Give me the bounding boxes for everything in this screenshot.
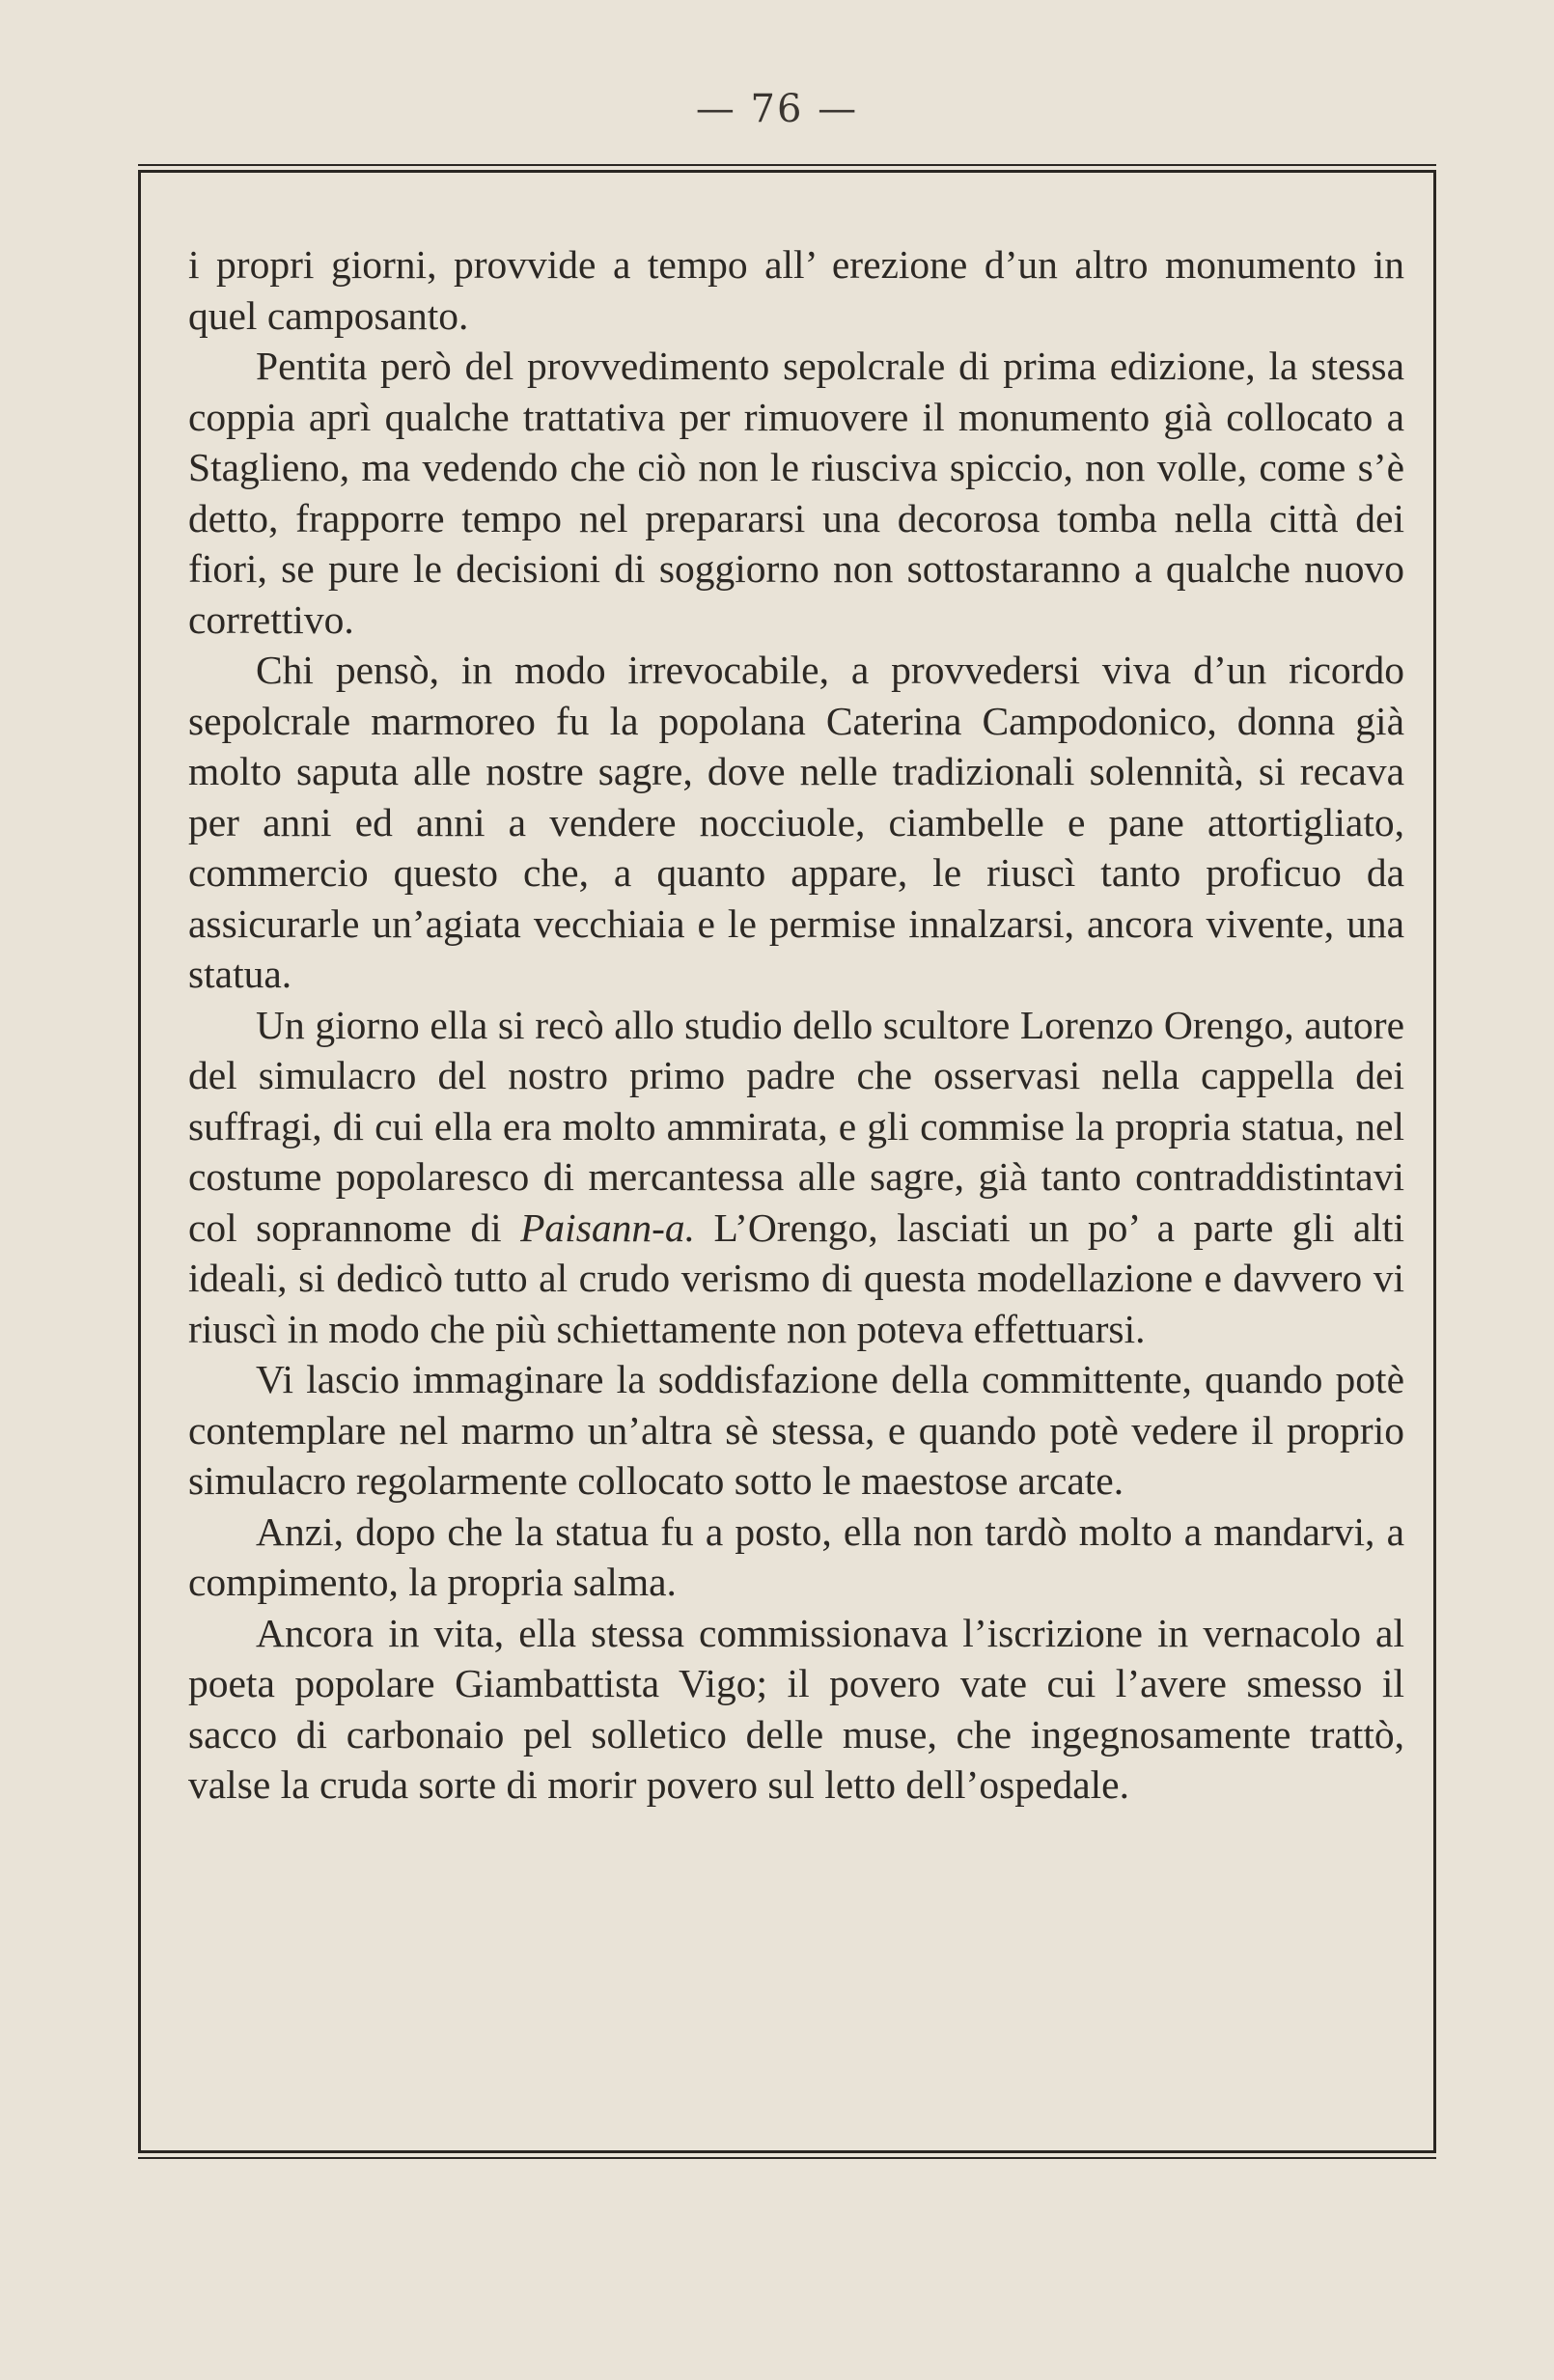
body-text — [188, 239, 1404, 1811]
nickname-italic: Paisann-a. — [520, 1204, 696, 1250]
frame-bottom-rule — [138, 2157, 1436, 2159]
paragraph-4-text-a: Un giorno ella si recò allo studio dello scultore Lorenzo Orengo, autore del simulacro del nostro primo padre che osservasi nella cappella dei suffragi, di cui ella era molto ammirata, e gli commise la propria statua, nel costume popolaresco di mercantessa alle sagre, già tanto contraddistintavi col soprannome di — [188, 1002, 1404, 1250]
frame-top-rule — [138, 164, 1436, 166]
paragraph-6: Anzi, dopo che la statua fu a posto, ella non tardò molto a mandarvi, a compimento, la propria salma. — [188, 1508, 1404, 1604]
paragraph-4 — [188, 1000, 1404, 1355]
paragraph-2: Pentita però del provvedimento sepolcrale di prima edizione, la stessa coppia aprì qualche trattativa per rimuovere il monumento già collocato a Staglieno, ma vedendo che ciò non le riusciva spiccio, non volle, come s’è detto, frapporre tempo nel prepararsi una decorosa tomba nella città dei fiori, se pure le decisioni di soggiorno non sottostaranno a qualche nuovo correttivo. — [188, 344, 1404, 642]
paragraph-1: i propri giorni, provvide a tempo all’ erezione d’un altro monumento in quel camposanto. — [188, 242, 1404, 338]
paragraph-3: Chi pensò, in modo irrevocabile, a provvedersi viva d’un ricordo sepolcrale marmoreo fu la popolana Caterina Campodonico, donna già molto saputa alle nostre sagre, dove nelle tradizionali solennità, si recava per anni ed anni a vendere nocciuole, ciambelle e pane attortigliato, commercio questo che, a quanto appare, le riuscì tanto proficuo da assicurarle un’agiata vecchiaia e le permise innalzarsi, ancora vivente, una statua. — [188, 648, 1404, 996]
paragraph-5: Vi lascio immaginare la soddisfazione della committente, quando potè contemplare nel marmo un’altra sè stessa, e quando potè vedere il proprio simulacro regolarmente collocato sotto le maestose arcate. — [188, 1357, 1404, 1503]
page-number: — 76 — — [695, 87, 859, 131]
paragraph-4-text-b: L’Orengo, lasciati un po’ a parte gli alti ideali, si dedicò tutto al crudo verismo di questa modellazione e davvero vi riuscì in modo che più schiettamente non poteva effettuarsi. — [188, 1204, 1404, 1351]
paragraph-7: Ancora in vita, ella stessa commissionava l’iscrizione in vernacolo al poeta popolare Giambattista Vigo; il povero vate cui l’avere smesso il sacco di carbonaio pel solletico delle muse, che ingegnosamente trattò, valse la cruda sorte di morir povero sul letto dell’ospedale. — [188, 1610, 1404, 1807]
